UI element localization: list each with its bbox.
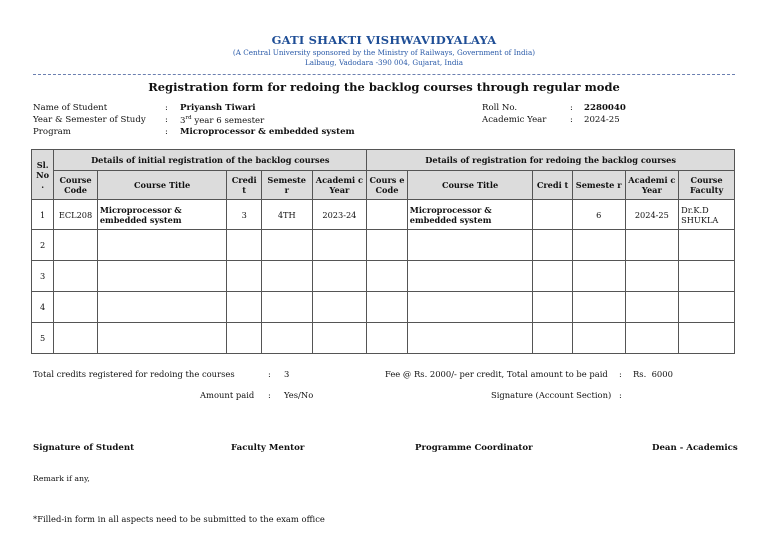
course-title-cell: Microprocessor & embedded system bbox=[97, 200, 227, 230]
redo-course-title-cell bbox=[407, 230, 533, 261]
semester-cell bbox=[261, 261, 312, 292]
amount-paid-value: Yes/No bbox=[284, 390, 314, 400]
redo-academic-year-cell bbox=[625, 230, 679, 261]
initial-registration-header: Details of initial registration of the backlog courses bbox=[54, 150, 367, 171]
sl-no-header: Sl. No . bbox=[32, 150, 54, 200]
academic-year-label: Academic Year bbox=[482, 115, 547, 125]
academic-year-value: 2024-25 bbox=[584, 115, 620, 125]
form-title: Registration form for redoing the backlog courses through regular mode bbox=[148, 80, 620, 94]
total-credits-value: 3 bbox=[284, 369, 290, 379]
header-divider bbox=[33, 74, 735, 75]
university-name: GATI SHAKTI VISHWAVIDYALAYA bbox=[271, 33, 497, 47]
credit-cell bbox=[227, 323, 261, 354]
program-value: Microprocessor & embedded system bbox=[180, 127, 355, 137]
redo-semester-cell bbox=[572, 323, 625, 354]
course-title-cell bbox=[97, 323, 227, 354]
course-code-cell bbox=[54, 261, 98, 292]
redo-credit-header: Credi t bbox=[533, 171, 573, 200]
redo-academic-year-cell bbox=[625, 323, 679, 354]
roll-label: Roll No. bbox=[482, 103, 518, 113]
fee-colon: : bbox=[619, 369, 622, 379]
table-row bbox=[32, 292, 735, 323]
redo-academic-year-cell bbox=[625, 292, 679, 323]
redo-course-title-cell bbox=[407, 323, 533, 354]
account-signature-label: Signature (Account Section) bbox=[491, 390, 612, 400]
redo-academic-year-cell bbox=[625, 261, 679, 292]
credit-header: Credi t bbox=[227, 171, 261, 200]
redo-course-code-cell bbox=[367, 292, 408, 323]
redo-course-code-header: Cours e Code bbox=[367, 171, 408, 200]
course-code-cell bbox=[54, 292, 98, 323]
sl-cell: 4 bbox=[32, 292, 54, 323]
redo-credit-cell bbox=[533, 261, 573, 292]
course-faculty-cell bbox=[679, 261, 735, 292]
redo-credit-cell bbox=[533, 230, 573, 261]
university-subtitle: (A Central University sponsored by the Ministry of Railways, Government of India) bbox=[232, 48, 536, 57]
name-label: Name of Student bbox=[33, 103, 108, 113]
semester-cell bbox=[261, 323, 312, 354]
redo-credit-cell bbox=[533, 200, 573, 230]
programme-coordinator-signature: Programme Coordinator bbox=[415, 443, 533, 453]
redo-credit-cell bbox=[533, 323, 573, 354]
year-colon: : bbox=[165, 115, 168, 125]
redo-semester-cell bbox=[572, 230, 625, 261]
redo-course-code-cell bbox=[367, 200, 408, 230]
account-signature-colon: : bbox=[619, 390, 622, 400]
academic-year-cell bbox=[312, 323, 367, 354]
table-row bbox=[32, 323, 735, 354]
redo-course-title-cell bbox=[407, 261, 533, 292]
footnote: *Filled-in form in all aspects need to be submitted to the exam office bbox=[33, 514, 325, 524]
redo-course-title-cell: Microprocessor & embedded system bbox=[407, 200, 533, 230]
credit-cell bbox=[227, 230, 261, 261]
redo-semester-cell bbox=[572, 261, 625, 292]
sl-cell: 3 bbox=[32, 261, 54, 292]
student-signature: Signature of Student bbox=[33, 443, 135, 453]
redo-course-title-cell bbox=[407, 292, 533, 323]
course-title-header: Course Title bbox=[97, 171, 227, 200]
program-colon: : bbox=[165, 127, 168, 137]
course-title-cell bbox=[97, 292, 227, 323]
course-code-header: Course Code bbox=[54, 171, 98, 200]
redo-course-code-cell bbox=[367, 261, 408, 292]
course-code-cell bbox=[54, 323, 98, 354]
course-faculty-cell: Dr.K.D SHUKLA bbox=[679, 200, 735, 230]
remark-label: Remark if any, bbox=[33, 474, 90, 483]
credit-cell bbox=[227, 261, 261, 292]
redo-semester-cell: 6 bbox=[572, 200, 625, 230]
program-label: Program bbox=[33, 127, 71, 137]
redo-semester-cell bbox=[572, 292, 625, 323]
academic-year-header: Academi c Year bbox=[312, 171, 367, 200]
year-value: 3rd year 6 semester bbox=[180, 115, 265, 126]
year-label: Year & Semester of Study bbox=[33, 115, 146, 125]
course-code-cell bbox=[54, 230, 98, 261]
semester-cell: 4TH bbox=[261, 200, 312, 230]
name-colon: : bbox=[165, 103, 168, 113]
credit-cell: 3 bbox=[227, 200, 261, 230]
university-address: Lalbaug, Vadodara -390 004, Gujarat, India bbox=[304, 58, 464, 67]
sl-cell: 5 bbox=[32, 323, 54, 354]
redo-course-code-cell bbox=[367, 323, 408, 354]
registration-table bbox=[31, 149, 735, 354]
roll-colon: : bbox=[570, 103, 573, 113]
academic-year-cell bbox=[312, 230, 367, 261]
faculty-mentor-signature: Faculty Mentor bbox=[231, 443, 305, 453]
semester-header: Semeste r bbox=[261, 171, 312, 200]
sl-cell: 2 bbox=[32, 230, 54, 261]
course-faculty-header: Course Faculty bbox=[679, 171, 735, 200]
course-code-cell: ECL208 bbox=[54, 200, 98, 230]
course-title-cell bbox=[97, 261, 227, 292]
sl-cell: 1 bbox=[32, 200, 54, 230]
academic-year-cell bbox=[312, 261, 367, 292]
redo-course-title-header: Course Title bbox=[407, 171, 533, 200]
semester-cell bbox=[261, 292, 312, 323]
fee-label: Fee @ Rs. 2000/- per credit, Total amount to be paid bbox=[385, 369, 608, 379]
academic-year-colon: : bbox=[570, 115, 573, 125]
table-row bbox=[32, 230, 735, 261]
redo-course-code-cell bbox=[367, 230, 408, 261]
redo-credit-cell bbox=[533, 292, 573, 323]
course-faculty-cell bbox=[679, 292, 735, 323]
table-row bbox=[32, 200, 735, 230]
redo-semester-header: Semeste r bbox=[572, 171, 625, 200]
course-title-cell bbox=[97, 230, 227, 261]
name-value: Priyansh Tiwari bbox=[180, 103, 256, 113]
amount-paid-colon: : bbox=[268, 390, 271, 400]
course-faculty-cell bbox=[679, 230, 735, 261]
redo-academic-year-cell: 2024-25 bbox=[625, 200, 679, 230]
table-row bbox=[32, 261, 735, 292]
course-faculty-cell bbox=[679, 323, 735, 354]
redo-registration-header: Details of registration for redoing the backlog courses bbox=[367, 150, 735, 171]
semester-cell bbox=[261, 230, 312, 261]
academic-year-cell bbox=[312, 292, 367, 323]
amount-paid-label: Amount paid bbox=[200, 390, 255, 400]
dean-academics-signature: Dean - Academics bbox=[652, 443, 738, 453]
credit-cell bbox=[227, 292, 261, 323]
total-credits-colon: : bbox=[268, 369, 271, 379]
total-credits-label: Total credits registered for redoing the courses bbox=[33, 369, 235, 379]
academic-year-cell: 2023-24 bbox=[312, 200, 367, 230]
fee-value: Rs. 6000 bbox=[633, 369, 673, 379]
redo-academic-year-header: Academi c Year bbox=[625, 171, 679, 200]
roll-value: 2280040 bbox=[584, 103, 626, 113]
